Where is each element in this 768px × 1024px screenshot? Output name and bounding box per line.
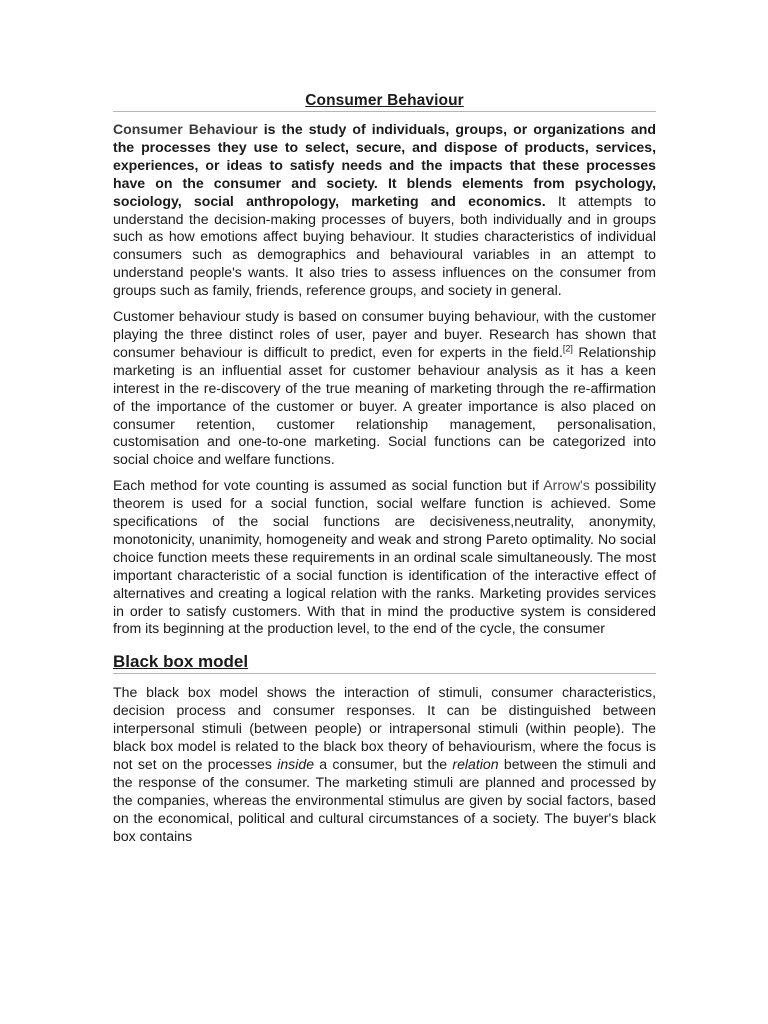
paragraph-text: a consumer, but the [314,756,453,772]
italic-relation: relation [452,756,499,772]
paragraph-text: possibility theorem is used for a social function, social welfare function is achieved. Some specifications of the social functions are decisiveness,neutrality, anonymity, monotonicity, unanimity, homogeneity and weak and strong Pareto optimality. No social choice function meets these requirements in an ordinal scale simultaneously. The most important characteristic of a social function is identification of the interactive effect of alternatives and creating a logical relation with the ranks. Marketing provides services in order to satisfy customers. With that in mind the productive system is considered from its beginning at the production level, to the end of the cycle, the consumer [113,477,656,637]
paragraph-text: Each method for vote counting is assumed as social function but if [113,477,544,494]
section-heading: Black box model [113,652,249,672]
paragraph-text: Customer behaviour study is based on consumer buying behaviour, with the customer playing the three distinct roles of user, payer and buyer. Research has shown that consumer behaviour is difficult to predict, even for experts in the field. [113,308,656,360]
title-bar [113,92,656,112]
paragraph-text: between the stimuli and the response of the consumer. The marketing stimuli are planned and processed by the companies, whereas the environmental stimulus are given by social factors, based on the economical, political and cultural circumstances of a society. The buyer's black box contains [113,756,656,844]
citation-reference[interactable]: [2] [562,343,573,354]
paragraph-customer-behaviour [113,308,656,469]
paragraph-definition [113,121,656,300]
paragraph-social-function [113,477,656,638]
definition-text: It attempts to understand the decision-making processes of buyers, both individually and in groups such as how emotions affect buying behaviour. It studies characteristics of individual consumers such as demographics and behavioural variables in an attempt to understand people's wants. It also tries to assess influences on the consumer from groups such as family, friends, reference groups, and society in general. [113,192,656,299]
page-title: Consumer Behaviour [305,92,464,109]
lead-term: Consumer Behaviour [113,121,258,137]
arrows-link[interactable]: Arrow's [543,477,590,494]
document-page [113,92,656,854]
italic-inside: inside [277,756,315,772]
paragraph-text: Relationship marketing is an influential asset for customer behaviour analysis as it has a keen interest in the re-discovery of the true meaning of marketing through the re-affirmation of the importance of the customer or buyer. A greater importance is also placed on consumer retention, customer relationship management, personalisation, customisation and one-to-one marketing. Social functions can be categorized into social choice and welfare functions. [113,343,656,468]
paragraph-text: The black box model shows the interaction of stimuli, consumer characteristics, decision process and consumer responses. It can be distinguished between interpersonal stimuli (between people) or intrapersonal stimuli (within people). The black box model is related to the black box theory of behaviourism, where the focus is not set on the processes [113,684,656,772]
definition-bold-text: is the study of individuals, groups, or organizations and the processes they use to select, secure, and dispose of products, services, experiences, or ideas to satisfy needs and the impacts that these processes have on the consumer and society. It blends elements from psychology, sociology, social anthropology, marketing and economics. [113,121,656,209]
section-heading-bar [113,652,656,674]
paragraph-black-box [113,684,656,845]
